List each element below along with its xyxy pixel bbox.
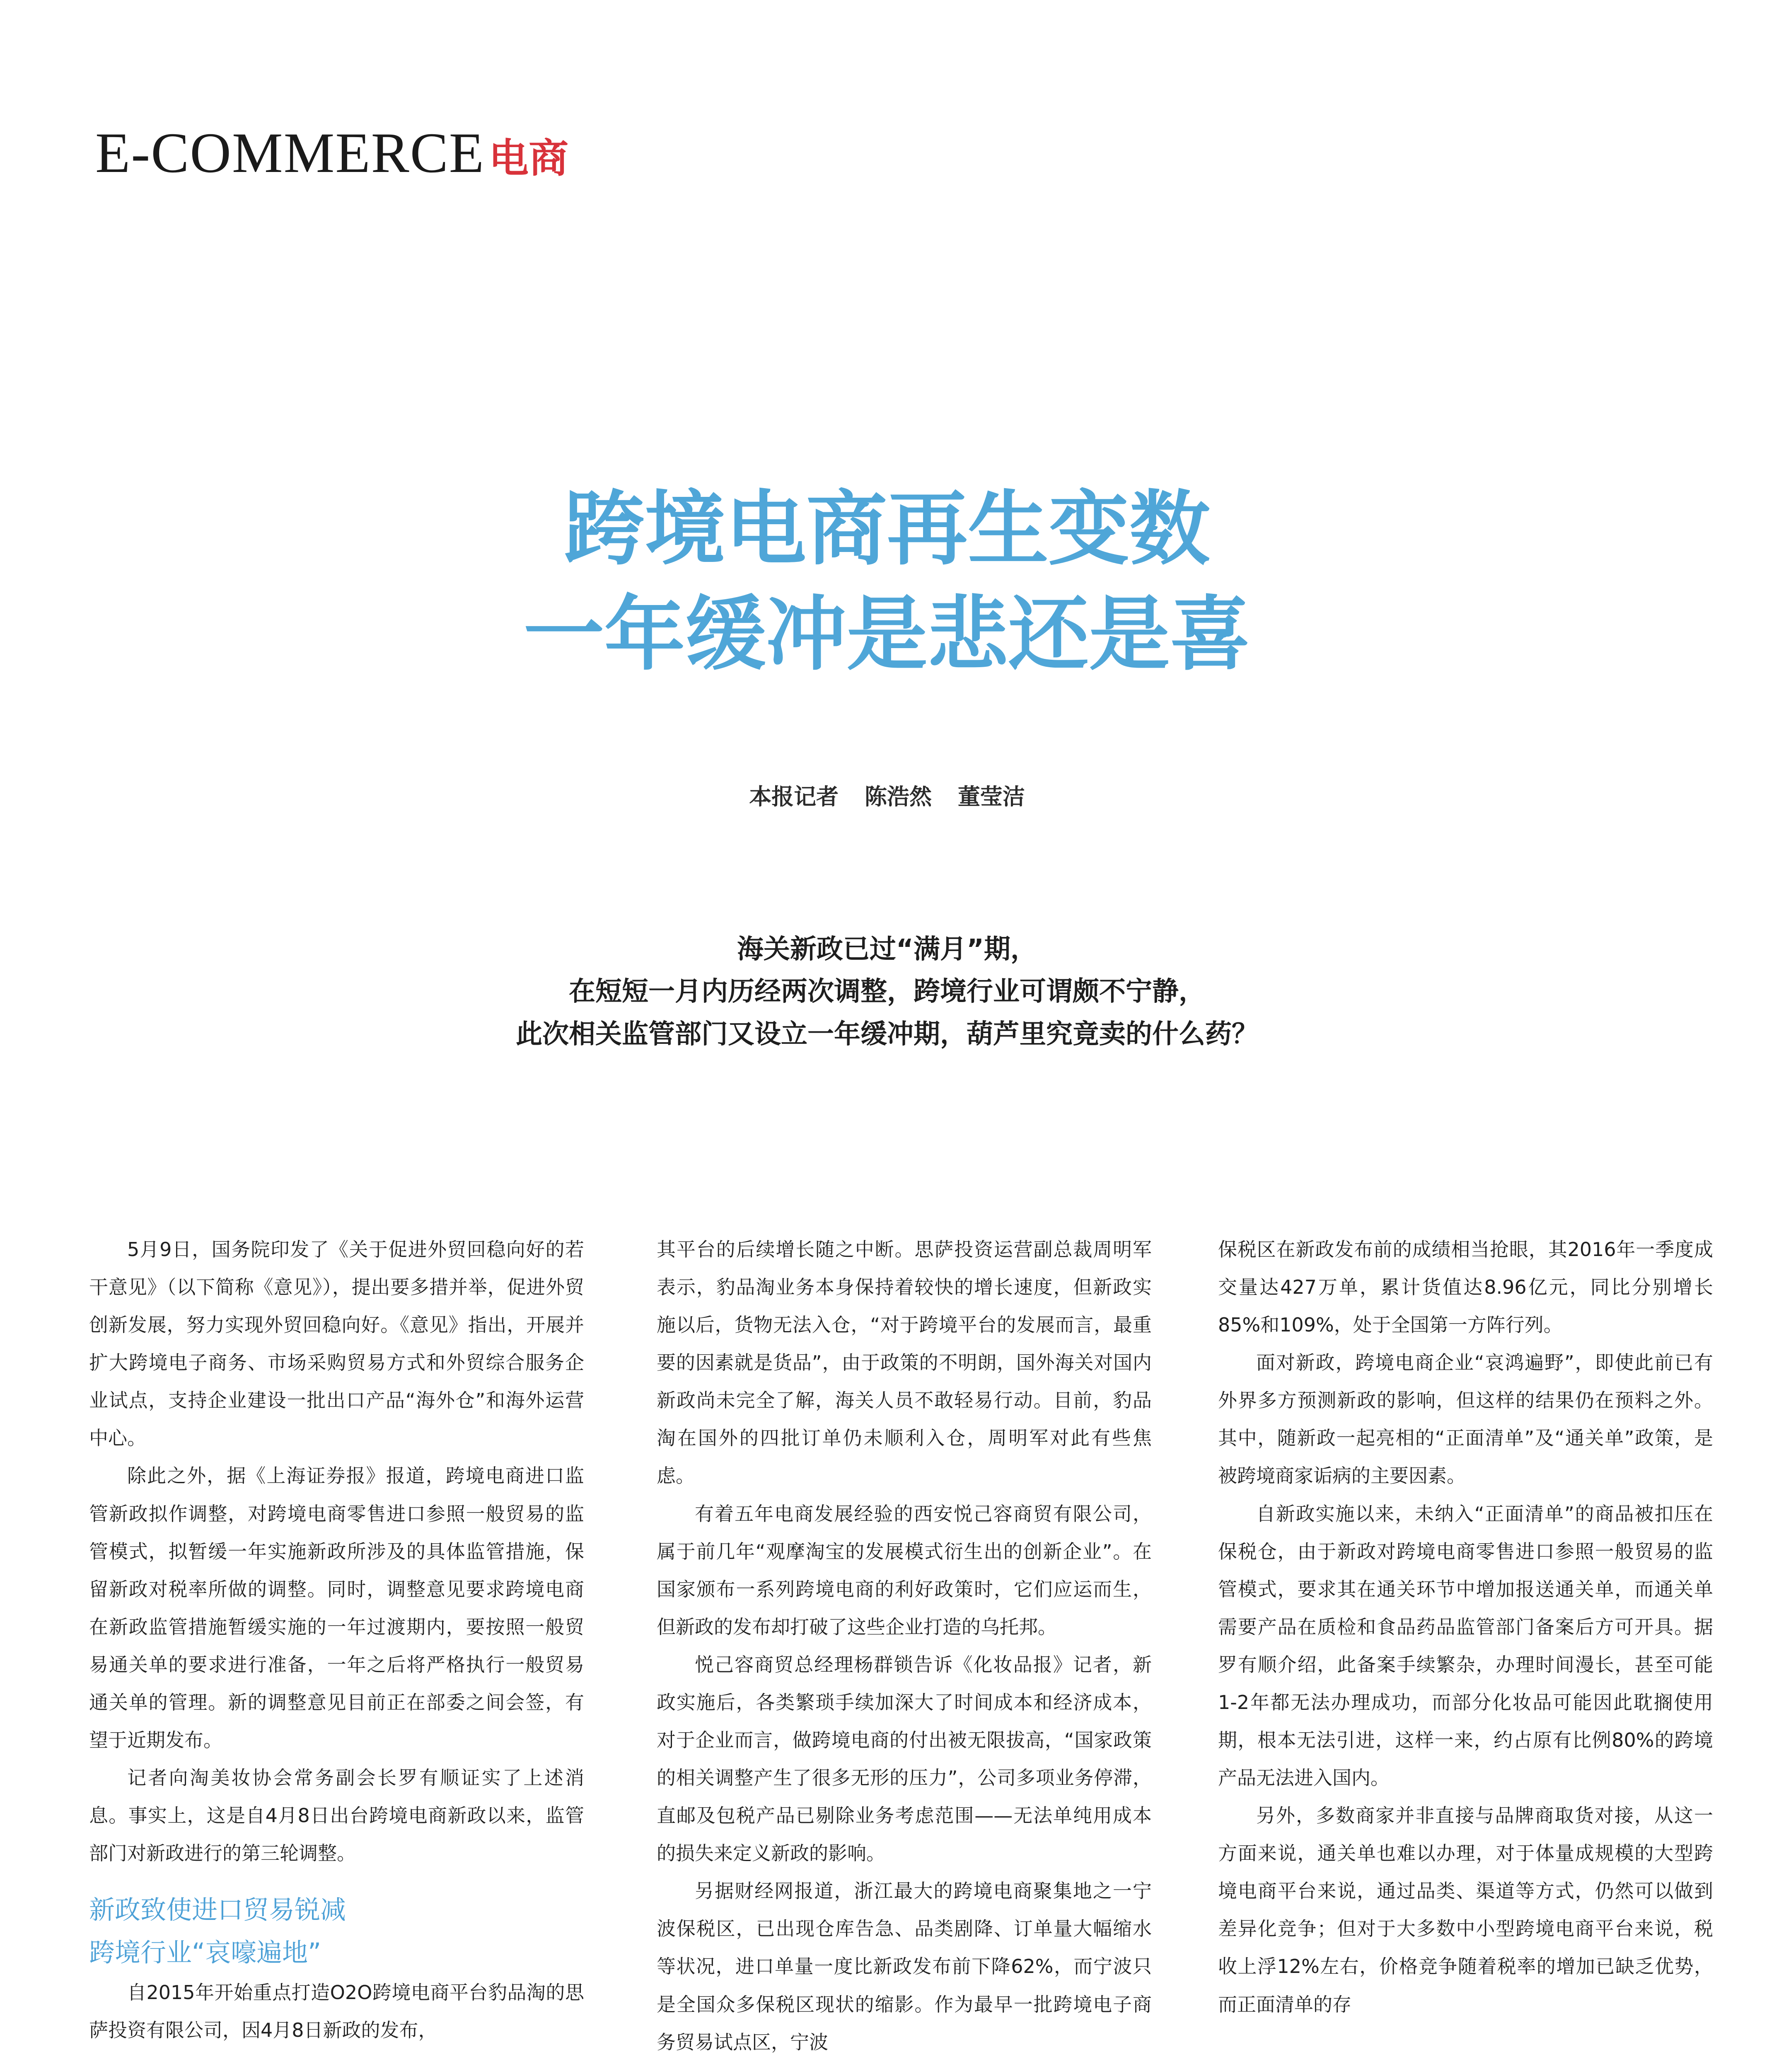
byline xyxy=(0,779,1774,811)
col1-paragraph-1: 5月9日，国务院印发了《关于促进外贸回稳向好的若干意见》（以下简称《意见》），提出要多措并举，促进外贸创新发展，努力实现外贸回稳向好。《意见》指出，开展并扩大跨境电子商务、市场采购贸易方式和外贸综合服务企业试点，支持企业建设一批出口产品“海外仓”和海外运营中心。 xyxy=(89,1238,584,1450)
col1-paragraph-2: 除此之外，据《上海证券报》报道，跨境电商进口监管新政拟作调整，对跨境电商零售进口参照一般贸易的监管模式，拟暂缓一年实施新政所涉及的具体监管措施，保留新政对税率所做的调整。同时，调整意见要求跨境电商在新政监管措施暂缓实施的一年过渡期内，要按照一般贸易通关单的要求进行准备，一年之后将严格执行一般贸易通关单的管理。新的调整意见目前正在部委之间会签，有望于近期发布。 xyxy=(89,1464,584,1752)
subhead-line-2: 跨境行业“哀嚎遍地” xyxy=(89,1937,321,1968)
col3-paragraph-3: 自新政实施以来，未纳入“正面清单”的商品被扣压在保税仓，由于新政对跨境电商零售进口参照一般贸易的监管模式，要求其在通关环节中增加报送通关单，而通关单需要产品在质检和食品药品监管部门备案后方可开具。据罗有顺介绍，此备案手续繁杂，办理时间漫长，甚至可能1-2年都无法办理成功，而部分化妆品可能因此耽搁使用期，根本无法引进，这样一来，约占原有比例80%的跨境产品无法进入国内。 xyxy=(1218,1502,1713,1789)
article-title xyxy=(0,477,1774,687)
byline-author-1: 陈浩然 xyxy=(865,784,932,810)
lead-line-1: 海关新政已过“满月”期， xyxy=(737,934,1037,965)
section-header xyxy=(95,121,569,184)
lead-line-2: 在短短一月内历经两次调整，跨境行业可谓颇不宁静， xyxy=(569,976,1205,1007)
body-column-3 xyxy=(1218,1231,1713,2024)
section-label-cn: 电商 xyxy=(489,135,569,182)
col3-paragraph-1: 保税区在新政发布前的成绩相当抢眼，其2016年一季度成交量达427万单，累计货值达8.96亿元，同比分别增长85%和109%，处于全国第一方阵行列。 xyxy=(1218,1238,1713,1336)
section-subhead xyxy=(89,1889,584,1974)
title-line-1: 跨境电商再生变数 xyxy=(564,482,1210,576)
col3-paragraph-4: 另外，多数商家并非直接与品牌商取货对接，从这一方面来说，通关单也难以办理，对于体量成规模的大型跨境电商平台来说，通过品类、渠道等方式，仍然可以做到差异化竞争；但对于大多数中小型跨境电商平台来说，税收上浮12%左右，价格竞争随着税率的增加已缺乏优势，而正面清单的存 xyxy=(1218,1804,1713,2016)
lead-paragraph xyxy=(0,928,1774,1055)
body-column-1 xyxy=(89,1231,584,2049)
byline-role: 本报记者 xyxy=(749,784,839,810)
col2-paragraph-4: 另据财经网报道，浙江最大的跨境电商聚集地之一宁波保税区，已出现仓库告急、品类剧降、订单量大幅缩水等状况，进口单量一度比新政发布前下降62%，而宁波只是全国众多保税区现状的缩影。作为最早一批跨境电子商务贸易试点区，宁波 xyxy=(657,1880,1152,2053)
body-column-2 xyxy=(657,1231,1152,2061)
section-label-en: E-COMMERCE xyxy=(95,121,485,184)
col2-paragraph-2: 有着五年电商发展经验的西安悦己容商贸有限公司，属于前几年“观摩淘宝的发展模式衍生出的创新企业”。在国家颁布一系列跨境电商的利好政策时，它们应运而生，但新政的发布却打破了这些企业打造的乌托邦。 xyxy=(657,1502,1152,1638)
byline-author-2: 董莹洁 xyxy=(957,784,1025,810)
title-line-2: 一年缓冲是悲还是喜 xyxy=(523,587,1251,681)
col1-paragraph-4: 自2015年开始重点打造O2O跨境电商平台豹品淘的思萨投资有限公司，因4月8日新政的发布， xyxy=(89,1981,584,2041)
lead-line-3: 此次相关监管部门又设立一年缓冲期，葫芦里究竟卖的什么药？ xyxy=(516,1019,1258,1050)
subhead-line-1: 新政致使进口贸易锐减 xyxy=(89,1895,346,1925)
col2-paragraph-3: 悦己容商贸总经理杨群锁告诉《化妆品报》记者，新政实施后，各类繁琐手续加深大了时间成本和经济成本，对于企业而言，做跨境电商的付出被无限拔高，“国家政策的相关调整产生了很多无形的压力”，公司多项业务停滞，直邮及包税产品已剔除业务考虑范围——无法单纯用成本的损失来定义新政的影响。 xyxy=(657,1653,1152,1865)
col3-paragraph-2: 面对新政，跨境电商企业“哀鸿遍野”，即使此前已有外界多方预测新政的影响，但这样的结果仍在预料之外。其中，随新政一起亮相的“正面清单”及“通关单”政策，是被跨境商家诟病的主要因素。 xyxy=(1218,1351,1713,1487)
col2-paragraph-1: 其平台的后续增长随之中断。思萨投资运营副总裁周明军表示，豹品淘业务本身保持着较快的增长速度，但新政实施以后，货物无法入仓，“对于跨境平台的发展而言，最重要的因素就是货品”，由于政策的不明朗，国外海关对国内新政尚未完全了解，海关人员不敢轻易行动。目前，豹品淘在国外的四批订单仍未顺利入仓，周明军对此有些焦虑。 xyxy=(657,1238,1152,1487)
col1-paragraph-3: 记者向淘美妆协会常务副会长罗有顺证实了上述消息。事实上，这是自4月8日出台跨境电商新政以来，监管部门对新政进行的第三轮调整。 xyxy=(89,1767,584,1865)
